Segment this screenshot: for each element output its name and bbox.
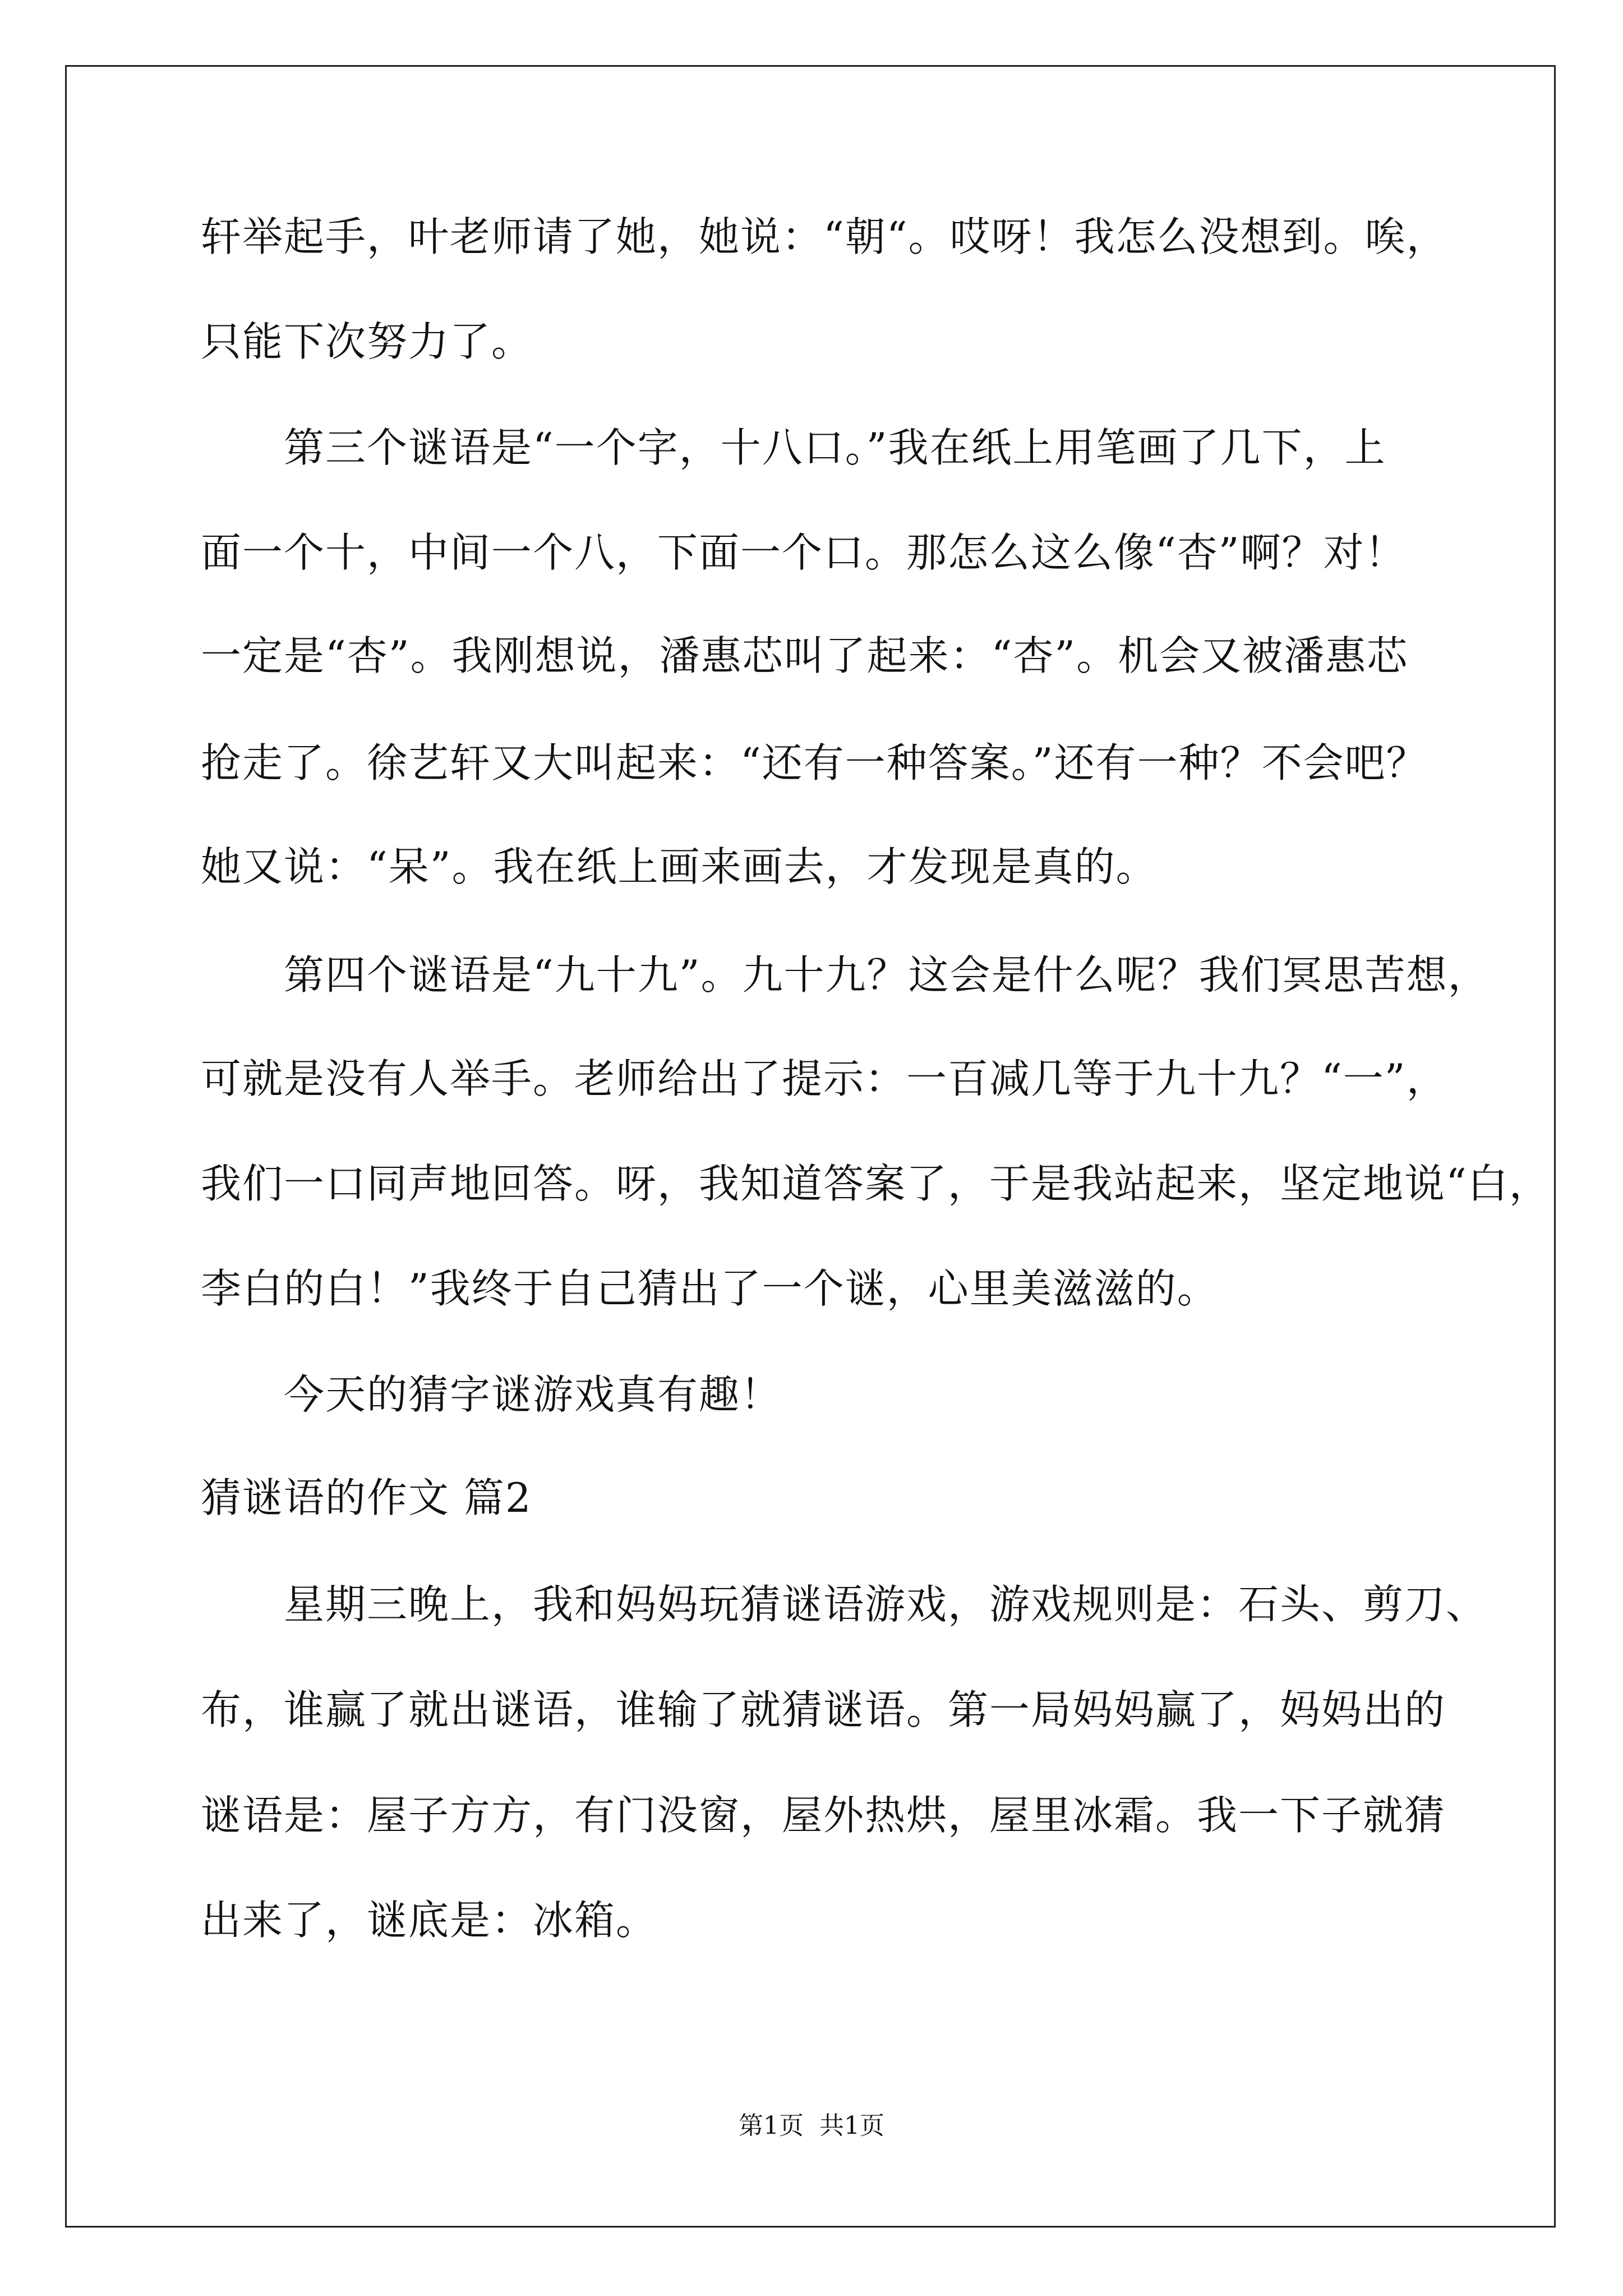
text-line: 我们一口同声地回答。呀，我知道答案了，于是我站起来，坚定地说“白，	[201, 1160, 1551, 1207]
text-line: 布，谁赢了就出谜语，谁输了就猜谜语。第一局妈妈赢了，妈妈出的	[201, 1686, 1446, 1733]
text-line: 第三个谜语是“一个字，十八口。”我在纸上用笔画了几下，上	[201, 424, 1386, 471]
text-line: 面一个十，中间一个八，下面一个口。那怎么这么像“杏”啊？对！	[201, 529, 1407, 576]
text-line: 轩举起手，叶老师请了她，她说：“朝“。哎呀！我怎么没想到。唉，	[201, 213, 1448, 260]
text-line: 星期三晚上，我和妈妈玩猜谜语游戏，游戏规则是：石头、剪刀、	[201, 1581, 1488, 1628]
text-line: 谜语是：屋子方方，有门没窗，屋外热烘，屋里冰霜。我一下子就猜	[201, 1792, 1446, 1839]
text-line: 李白的白！”我终于自己猜出了一个谜，心里美滋滋的。	[201, 1265, 1219, 1312]
text-line: 第四个谜语是“九十九”。九十九？这会是什么呢？我们冥思苦想，	[201, 951, 1490, 999]
text-line: 可就是没有人举手。老师给出了提示：一百减几等于九十九？“一”，	[201, 1055, 1448, 1102]
text-line: 一定是“杏”。我刚想说，潘惠芯叫了起来：“杏”。机会又被潘惠芯	[201, 632, 1409, 679]
text-line: 只能下次努力了。	[201, 318, 533, 365]
text-line: 今天的猜字谜游戏真有趣！	[201, 1371, 782, 1418]
text-line: 她又说：“呆”。我在纸上画来画去，才发现是真的。	[201, 843, 1158, 890]
text-line: 出来了，谜底是：冰箱。	[201, 1897, 658, 1944]
page-footer: 第1页 共1页	[739, 2111, 884, 2140]
section-heading: 猜谜语的作文 篇2	[201, 1474, 532, 1521]
text-line: 抢走了。徐艺轩又大叫起来：“还有一种答案。”还有一种？不会吧？	[201, 739, 1428, 786]
